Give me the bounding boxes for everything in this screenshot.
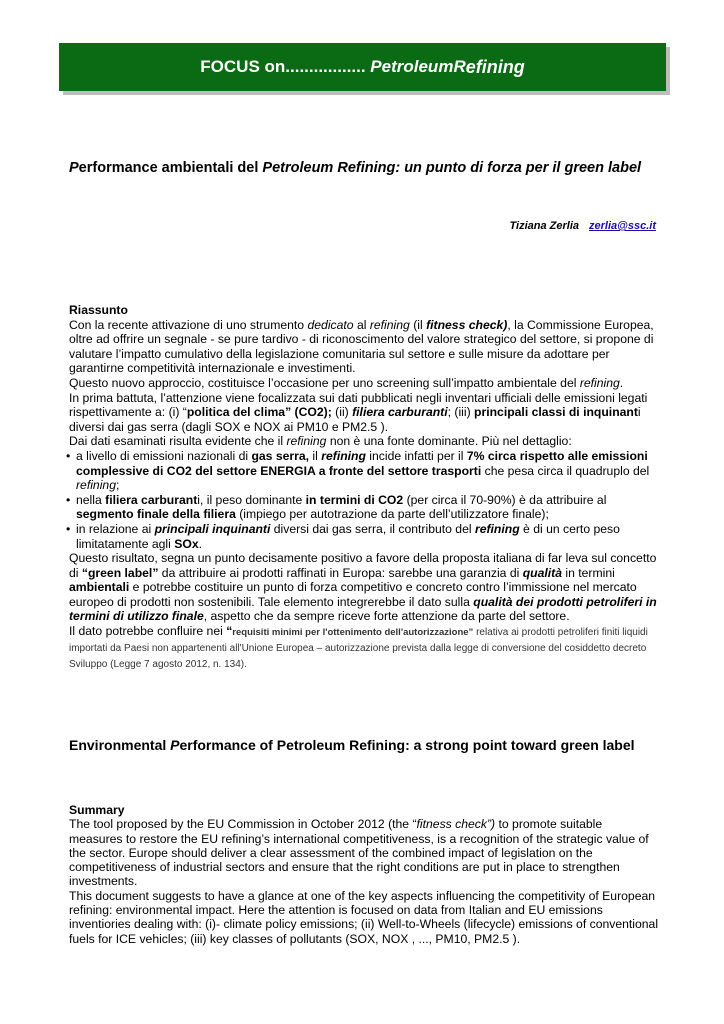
text-run: “green label” [81,565,159,580]
text-run: (per circa il 70-90%) è da attribuire al [403,492,607,507]
title-en-part2: erformance of Petroleum Refining: a strong point toward green label [179,737,635,753]
text-run: politica del clima” (CO2); [186,405,332,420]
riassunto-paragraph-3 [69,391,659,435]
text-run: refining [76,478,116,493]
text-run: refining [286,434,327,449]
banner-focus: FOCUS on................. [200,57,371,76]
banner-petroleum: Petroleum [370,57,454,76]
title-it-p: P [69,160,79,176]
text-run: ambientali [69,580,130,595]
text-run: diversi dai gas serra, il contributo del [270,521,475,536]
riassunto-paragraph-4 [69,434,659,449]
riassunto-paragraph-5 [69,551,659,624]
title-english [69,737,649,754]
text-run: refining [321,448,366,463]
riassunto-paragraph-6 [69,624,659,671]
text-run: in termini di CO2 [305,492,404,507]
author-name: Tiziana Zerlia [509,220,580,232]
text-run: qualità dei prodotti petroliferi in termini di utilizzo finale [69,594,657,624]
title-en-part1: Environmental [69,737,171,753]
riassunto-paragraph-2 [69,376,659,391]
summary-paragraph-1 [69,817,659,888]
text-run: SOx [174,536,199,551]
text-run: Questo risultato, segna un punto decisamente positivo a favore della proposta italiana di far leva sul concetto di [69,551,657,580]
text-run: segmento finale della filiera [76,507,236,522]
text-run: The tool proposed by the EU Commission in October 2012 (the “ [69,817,417,832]
text-run: fitness check) [426,317,508,332]
text-run: gas serra, [251,448,310,463]
text-run: Il dato potrebbe confluire nei [69,624,227,639]
text-run: refining [369,317,410,332]
author-line [510,220,656,232]
text-run: ; (iii) [447,405,475,420]
text-run: refining [474,521,520,536]
text-run: “ [226,624,233,639]
title-en-p: P [170,737,180,753]
text-run: , aspetto che da sempre riceve forte attenzione da parte del settore. [203,609,570,624]
title-italian [69,160,669,176]
text-run: . [198,536,203,551]
focus-banner [59,43,666,91]
list-item [69,493,659,522]
summary-section [69,803,659,946]
text-run: in termini [561,565,615,580]
text-run: i, il peso dominante [197,492,306,507]
text-run: al [353,317,370,332]
text-run: principali inquinanti [154,521,271,536]
text-run: to promote suitable measures to restore the EU refining’s international competitiveness, is a recognition of the strategic value of the sector. Europe should deliver a clear assessment of the combined impact of legislation on the competitiveness of industrial sectors and ensure that the right conditions are put in place to strengthen investments. [69,817,649,889]
text-run: i diversi dai gas serra (dagli SOX e NOX ai PM10 e PM2.5 ). [69,405,641,434]
banner-r: R [453,57,466,76]
summary-heading: Summary [69,803,125,817]
text-run: filiera carburanti [352,405,448,420]
text-run: refining [579,375,620,390]
text-run: non è una fonte dominante. Più nel dettaglio: [326,434,572,449]
summary-paragraph-2: This document suggests to have a glance at one of the key aspects influencing the competitivity of European refining: environmental impact. Here the attention is focused on data from Italian and EU emissions inventiories dealing with: (i)- climate policy emissions; (ii) Well-to-Wheels (lifecycle) emissions of conventional fuels for ICE vehicles; (iii) key classes of pollutants (SOX, NOX , ..., PM10, PM2.5 ). [69,888,659,946]
text-run: (impiego per autotrazione da parte dell’utilizzatore finale); [235,507,549,522]
text-run: il [309,448,322,463]
text-run: da attribuire ai prodotti raffinati in Europa: sarebbe una garanzia di [158,565,523,580]
text-run: Questo nuovo approccio, costituisce l’occasione per uno screening sull’impatto ambientale del [69,375,580,390]
text-run: e potrebbe costituire un punto di forza competitivo e concreto contro l’immissione nel mercato europeo di prodotti non sostenibili. Tale elemento integrerebbe il dato sulla [69,580,637,609]
text-run: relativa ai prodotti petroliferi finiti liquidi importati da Paesi non appartenenti all'Unione Europea – autorizzazione prevista dalla legge di conversione del cosiddetto decreto Sviluppo (Legge 7 agosto 2012, n. 134). [69,627,648,670]
title-it-part1: erformance ambientali del [78,160,263,176]
text-run: in relazione ai [76,521,155,536]
riassunto-bullet-list [69,449,659,551]
text-run: In prima battuta, l’attenzione viene focalizzata sui dati pubblicati negli inventari ufficiali delle emissioni legati rispettivamente a: (i) “ [69,390,648,420]
text-run: incide infatti per il [365,448,467,463]
text-run: requisiti minimi per l'ottenimento dell'autorizzazione” [232,627,474,639]
banner-efining: efining [465,56,525,77]
text-run: . [619,375,624,390]
author-email-link[interactable]: zerlia@ssc.it [589,220,656,232]
text-run: Dai dati esaminati risulta evidente che il [69,434,287,449]
list-item [69,449,659,493]
text-run: a livello di emissioni nazionali di [76,448,252,463]
riassunto-paragraph-1 [69,318,659,376]
list-item [69,522,659,551]
riassunto-heading: Riassunto [69,303,128,317]
text-run: , la Commissione Europea, oltre ad offrire un segnale - se pure tardivo - di riconoscimento del valore strategico del settore, si propone di valutare l’impatto cumulativo della legislazione comunitaria sul settore e sulle misure da adottare per garantirne competitività internazionale e investimenti. [69,317,654,376]
text-run: (il [409,317,427,332]
text-run: filiera carburant [105,492,198,507]
text-run: 7% circa rispetto alle emissioni complessive di CO2 del settore ENERGIA a fronte del settore trasporti [76,448,648,478]
riassunto-section [69,303,659,671]
text-run: ; [115,478,120,493]
text-run: fitness check”) [416,817,496,832]
text-run: nella [76,492,106,507]
title-it-part2: Petroleum Refining: un punto di forza per il green label [262,160,642,176]
text-run: (ii) [331,405,353,420]
text-run: Con la recente attivazione di uno strumento [69,317,308,332]
text-run: che pesa circa il quadruplo del [481,463,650,478]
text-run: dedicato [307,317,354,332]
text-run: è di un certo peso limitatamente agli [76,521,620,551]
text-run: principali classi di inquinant [474,405,638,420]
text-run: qualità [522,565,562,580]
